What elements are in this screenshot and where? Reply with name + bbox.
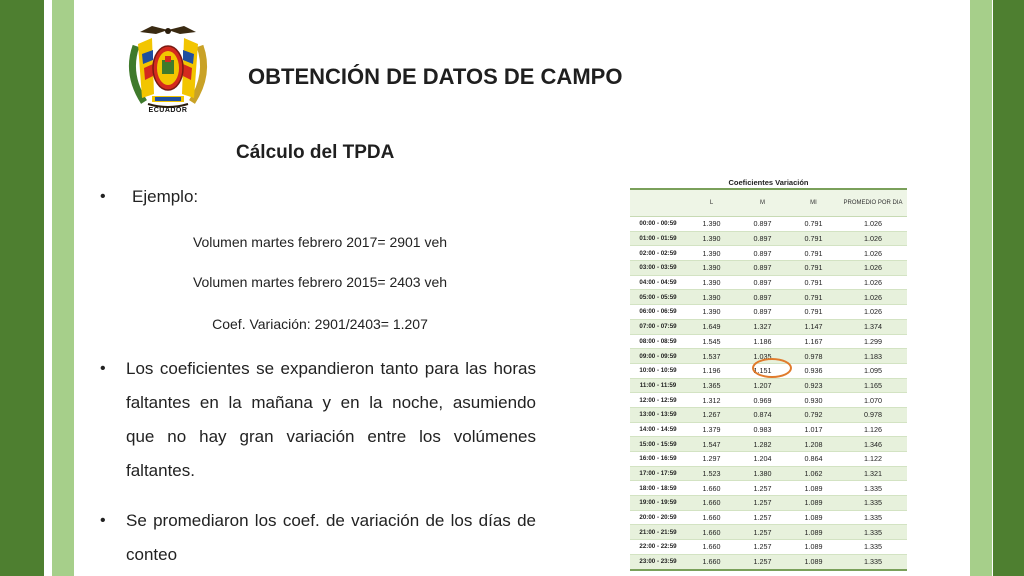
coefficient-cell: 1.257 [737,525,788,540]
coefficient-cell: 1.374 [839,319,907,334]
table-row [630,378,907,393]
time-interval-cell: 12:00 - 12:59 [630,393,686,408]
coefficient-cell: 0.897 [737,231,788,246]
time-interval-cell: 09:00 - 09:59 [630,349,686,364]
bullet-icon: • [100,188,106,205]
coefficient-cell: 1.026 [839,217,907,232]
page-title: OBTENCIÓN DE DATOS DE CAMPO [248,64,623,89]
coefficient-cell: 1.537 [686,349,737,364]
time-interval-cell: 08:00 - 08:59 [630,334,686,349]
table-row [630,217,907,232]
table-title: Coeficientes Variación [630,176,907,189]
coefficient-cell: 1.095 [839,363,907,378]
column-header: L [686,189,737,217]
time-interval-cell: 19:00 - 19:59 [630,496,686,511]
time-interval-cell: 15:00 - 15:59 [630,437,686,452]
right-light-band [970,0,992,576]
table-row [630,231,907,246]
coefficient-cell: 1.026 [839,305,907,320]
coefficient-cell: 1.257 [737,510,788,525]
coefficient-cell: 1.147 [788,319,839,334]
coefficient-cell: 0.897 [737,275,788,290]
coefficient-cell: 1.390 [686,231,737,246]
coefficient-cell: 1.335 [839,481,907,496]
coefficient-cell: 0.923 [788,378,839,393]
column-header: PROMEDIO POR DIA [839,189,907,217]
coefficient-cell: 1.335 [839,496,907,511]
coefficient-cell: 1.545 [686,334,737,349]
table-row [630,246,907,261]
coefficient-cell: 1.379 [686,422,737,437]
coefficient-cell: 1.660 [686,554,737,569]
time-interval-cell: 10:00 - 10:59 [630,363,686,378]
coefficient-cell: 1.660 [686,540,737,555]
table-row [630,275,907,290]
table-row [630,481,907,496]
coefficient-cell: 1.649 [686,319,737,334]
table-row [630,305,907,320]
coefficient-cell: 1.660 [686,496,737,511]
coefficient-cell: 0.897 [737,261,788,276]
coefficient-cell: 1.026 [839,261,907,276]
time-interval-cell: 05:00 - 05:59 [630,290,686,305]
coefficient-cell: 1.070 [839,393,907,408]
coefficient-cell: 1.380 [737,466,788,481]
coefficient-cell: 1.196 [686,363,737,378]
time-interval-cell: 23:00 - 23:59 [630,554,686,569]
coefficient-cell: 1.026 [839,275,907,290]
coefficient-cell: 1.208 [788,437,839,452]
coefficient-cell: 1.267 [686,407,737,422]
coefficient-cell: 1.126 [839,422,907,437]
column-header: MI [788,189,839,217]
table-row [630,319,907,334]
coefficient-cell: 0.969 [737,393,788,408]
coefficient-cell: 1.165 [839,378,907,393]
coefficient-cell: 0.792 [788,407,839,422]
coefficient-cell: 0.930 [788,393,839,408]
time-interval-cell: 21:00 - 21:59 [630,525,686,540]
coefficient-cell: 1.026 [839,231,907,246]
column-header: M [737,189,788,217]
paragraph-line: que no hay gran variación entre los volúmenes [126,427,536,446]
bullet-icon: • [100,512,106,529]
time-interval-cell: 11:00 - 11:59 [630,378,686,393]
coefficient-cell: 1.186 [737,334,788,349]
table-row [630,466,907,481]
time-interval-cell: 01:00 - 01:59 [630,231,686,246]
time-interval-cell: 16:00 - 16:59 [630,452,686,467]
time-interval-cell: 06:00 - 06:59 [630,305,686,320]
coefficient-cell: 1.035 [737,349,788,364]
coefficient-cell: 0.791 [788,217,839,232]
coefficient-cell: 1.183 [839,349,907,364]
coefficient-cell: 0.791 [788,231,839,246]
coefficient-cell: 1.204 [737,452,788,467]
paragraph-line: faltantes en la mañana y en la noche, asumiendo [126,393,536,412]
coefficient-cell: 0.791 [788,261,839,276]
paragraph-line: faltantes. [126,461,195,480]
coefficient-cell: 1.547 [686,437,737,452]
calc-line: Coef. Variación: 2901/2403= 1.207 [212,316,428,332]
table-row [630,290,907,305]
time-interval-cell: 20:00 - 20:59 [630,510,686,525]
coefficient-cell: 1.089 [788,554,839,569]
paragraph-expansion [126,352,536,488]
emblem-caption: ECUADOR [148,107,188,114]
coefficient-cell: 0.791 [788,305,839,320]
coefficient-cell: 1.151 [737,363,788,378]
coefficient-cell: 1.390 [686,275,737,290]
time-interval-cell: 07:00 - 07:59 [630,319,686,334]
coefficient-cell: 1.390 [686,261,737,276]
coefficient-cell: 1.390 [686,246,737,261]
paragraph-line: Se promediaron los coef. de variación de los días de [126,511,536,530]
coefficient-cell: 1.089 [788,496,839,511]
coefficient-cell: 1.282 [737,437,788,452]
coefficient-cell: 1.257 [737,554,788,569]
coefficient-cell: 0.978 [788,349,839,364]
bullet-icon: • [100,360,106,377]
coefficient-cell: 1.390 [686,290,737,305]
table-row [630,422,907,437]
coefficient-cell: 1.207 [737,378,788,393]
ecuador-coat-of-arms-icon [122,24,214,120]
coefficient-cell: 1.335 [839,540,907,555]
coefficient-cell: 1.089 [788,481,839,496]
table-row [630,452,907,467]
coefficient-cell: 1.122 [839,452,907,467]
coefficient-cell: 1.062 [788,466,839,481]
time-interval-cell: 14:00 - 14:59 [630,422,686,437]
coefficient-cell: 1.390 [686,305,737,320]
coefficient-cell: 0.936 [788,363,839,378]
coefficient-cell: 0.897 [737,246,788,261]
coefficient-cell: 0.897 [737,305,788,320]
coefficient-cell: 0.791 [788,290,839,305]
coefficient-cell: 0.897 [737,290,788,305]
time-interval-cell: 02:00 - 02:59 [630,246,686,261]
coefficient-cell: 1.365 [686,378,737,393]
coefficient-cell: 0.983 [737,422,788,437]
example-label: Ejemplo: [132,187,199,206]
coefficient-cell: 1.299 [839,334,907,349]
paragraph-average [126,504,536,572]
right-dark-band [993,0,1024,576]
calc-line: Volumen martes febrero 2015= 2403 veh [192,274,448,290]
coefficient-cell: 1.297 [686,452,737,467]
table-row [630,496,907,511]
paragraph-line: Los coeficientes se expandieron tanto para las horas [126,359,536,378]
coefficient-cell: 0.874 [737,407,788,422]
table-row [630,554,907,569]
table-row [630,525,907,540]
time-interval-cell: 22:00 - 22:59 [630,540,686,555]
time-interval-cell: 03:00 - 03:59 [630,261,686,276]
time-interval-cell: 17:00 - 17:59 [630,466,686,481]
table-row [630,437,907,452]
column-header [630,189,686,217]
coefficient-cell: 1.523 [686,466,737,481]
coefficient-cell: 1.257 [737,540,788,555]
time-interval-cell: 13:00 - 13:59 [630,407,686,422]
left-light-band [52,0,74,576]
coefficient-cell: 1.327 [737,319,788,334]
coefficient-cell: 1.257 [737,496,788,511]
coefficient-cell: 1.335 [839,525,907,540]
section-subtitle: Cálculo del TPDA [236,142,395,163]
coefficient-cell: 1.660 [686,525,737,540]
paragraph-line: conteo [126,545,178,564]
coefficient-cell: 1.346 [839,437,907,452]
coefficient-cell: 0.978 [839,407,907,422]
coefficient-cell: 1.321 [839,466,907,481]
coefficient-cell: 1.017 [788,422,839,437]
coefficient-cell: 1.335 [839,554,907,569]
coefficient-cell: 1.089 [788,510,839,525]
coefficient-cell: 1.257 [737,481,788,496]
coefficient-cell: 0.864 [788,452,839,467]
table-row [630,540,907,555]
coefficient-cell: 1.026 [839,246,907,261]
coefficient-cell: 1.167 [788,334,839,349]
coefficient-cell: 1.660 [686,481,737,496]
coefficient-cell: 0.791 [788,275,839,290]
table-row [630,334,907,349]
table-row [630,510,907,525]
coefficient-cell: 1.089 [788,525,839,540]
time-interval-cell: 04:00 - 04:59 [630,275,686,290]
coefficient-cell: 0.897 [737,217,788,232]
coefficient-cell: 1.312 [686,393,737,408]
coefficient-cell: 1.335 [839,510,907,525]
time-interval-cell: 00:00 - 00:59 [630,217,686,232]
coefficient-cell: 1.660 [686,510,737,525]
table-row [630,261,907,276]
coefficient-cell: 1.026 [839,290,907,305]
calc-line: Volumen martes febrero 2017= 2901 veh [192,234,448,250]
coefficient-cell: 1.089 [788,540,839,555]
coefficient-cell: 0.791 [788,246,839,261]
table-row [630,393,907,408]
left-dark-band [0,0,44,576]
table-row [630,407,907,422]
highlight-circle [752,358,792,378]
coefficient-cell: 1.390 [686,217,737,232]
time-interval-cell: 18:00 - 18:59 [630,481,686,496]
